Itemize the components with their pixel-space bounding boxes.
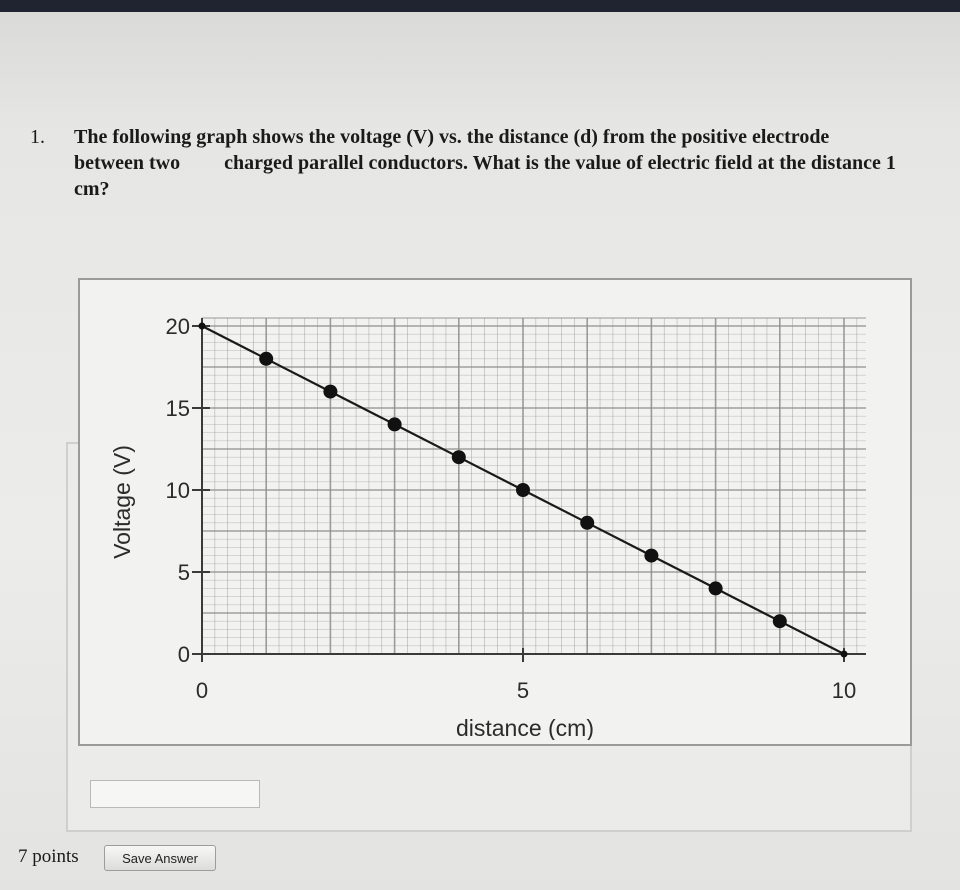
data-point	[199, 323, 206, 330]
data-point	[388, 417, 402, 431]
points-label: 7 points	[18, 846, 79, 867]
data-point	[259, 352, 273, 366]
x-axis-label: distance (cm)	[455, 715, 595, 740]
question-line-2b: charged parallel conductors. What is the value of electric field at the distance 1	[224, 152, 896, 174]
y-tick-label: 0	[177, 642, 190, 667]
x-tick-label: 5	[516, 678, 530, 703]
top-bar	[0, 0, 960, 12]
y-tick-label: 10	[165, 478, 190, 503]
data-point	[841, 651, 848, 658]
save-answer-button[interactable]: Save Answer	[104, 845, 216, 871]
question-line-2a: between two	[74, 152, 181, 174]
data-point	[580, 516, 594, 530]
question-number: 1.	[30, 126, 45, 148]
x-tick-label: 0	[195, 678, 209, 703]
question-text	[74, 124, 924, 202]
data-point	[452, 450, 466, 464]
y-axis-label: Voltage (V)	[109, 445, 135, 559]
y-tick-label: 20	[165, 314, 190, 339]
question-line-3: cm?	[74, 178, 110, 200]
data-point	[516, 483, 530, 497]
y-tick-label: 5	[177, 560, 190, 585]
voltage-distance-chart	[80, 280, 906, 740]
answer-input[interactable]	[90, 780, 260, 808]
data-point	[773, 614, 787, 628]
data-point	[644, 549, 658, 563]
question-line-2	[74, 150, 924, 176]
y-tick-label: 15	[165, 396, 190, 421]
x-tick-label: 10	[831, 678, 857, 703]
question-line-1: The following graph shows the voltage (V) vs. the distance (d) from the positive electrode	[74, 126, 830, 148]
data-point	[709, 581, 723, 595]
data-point	[323, 385, 337, 399]
chart-frame	[78, 278, 912, 746]
